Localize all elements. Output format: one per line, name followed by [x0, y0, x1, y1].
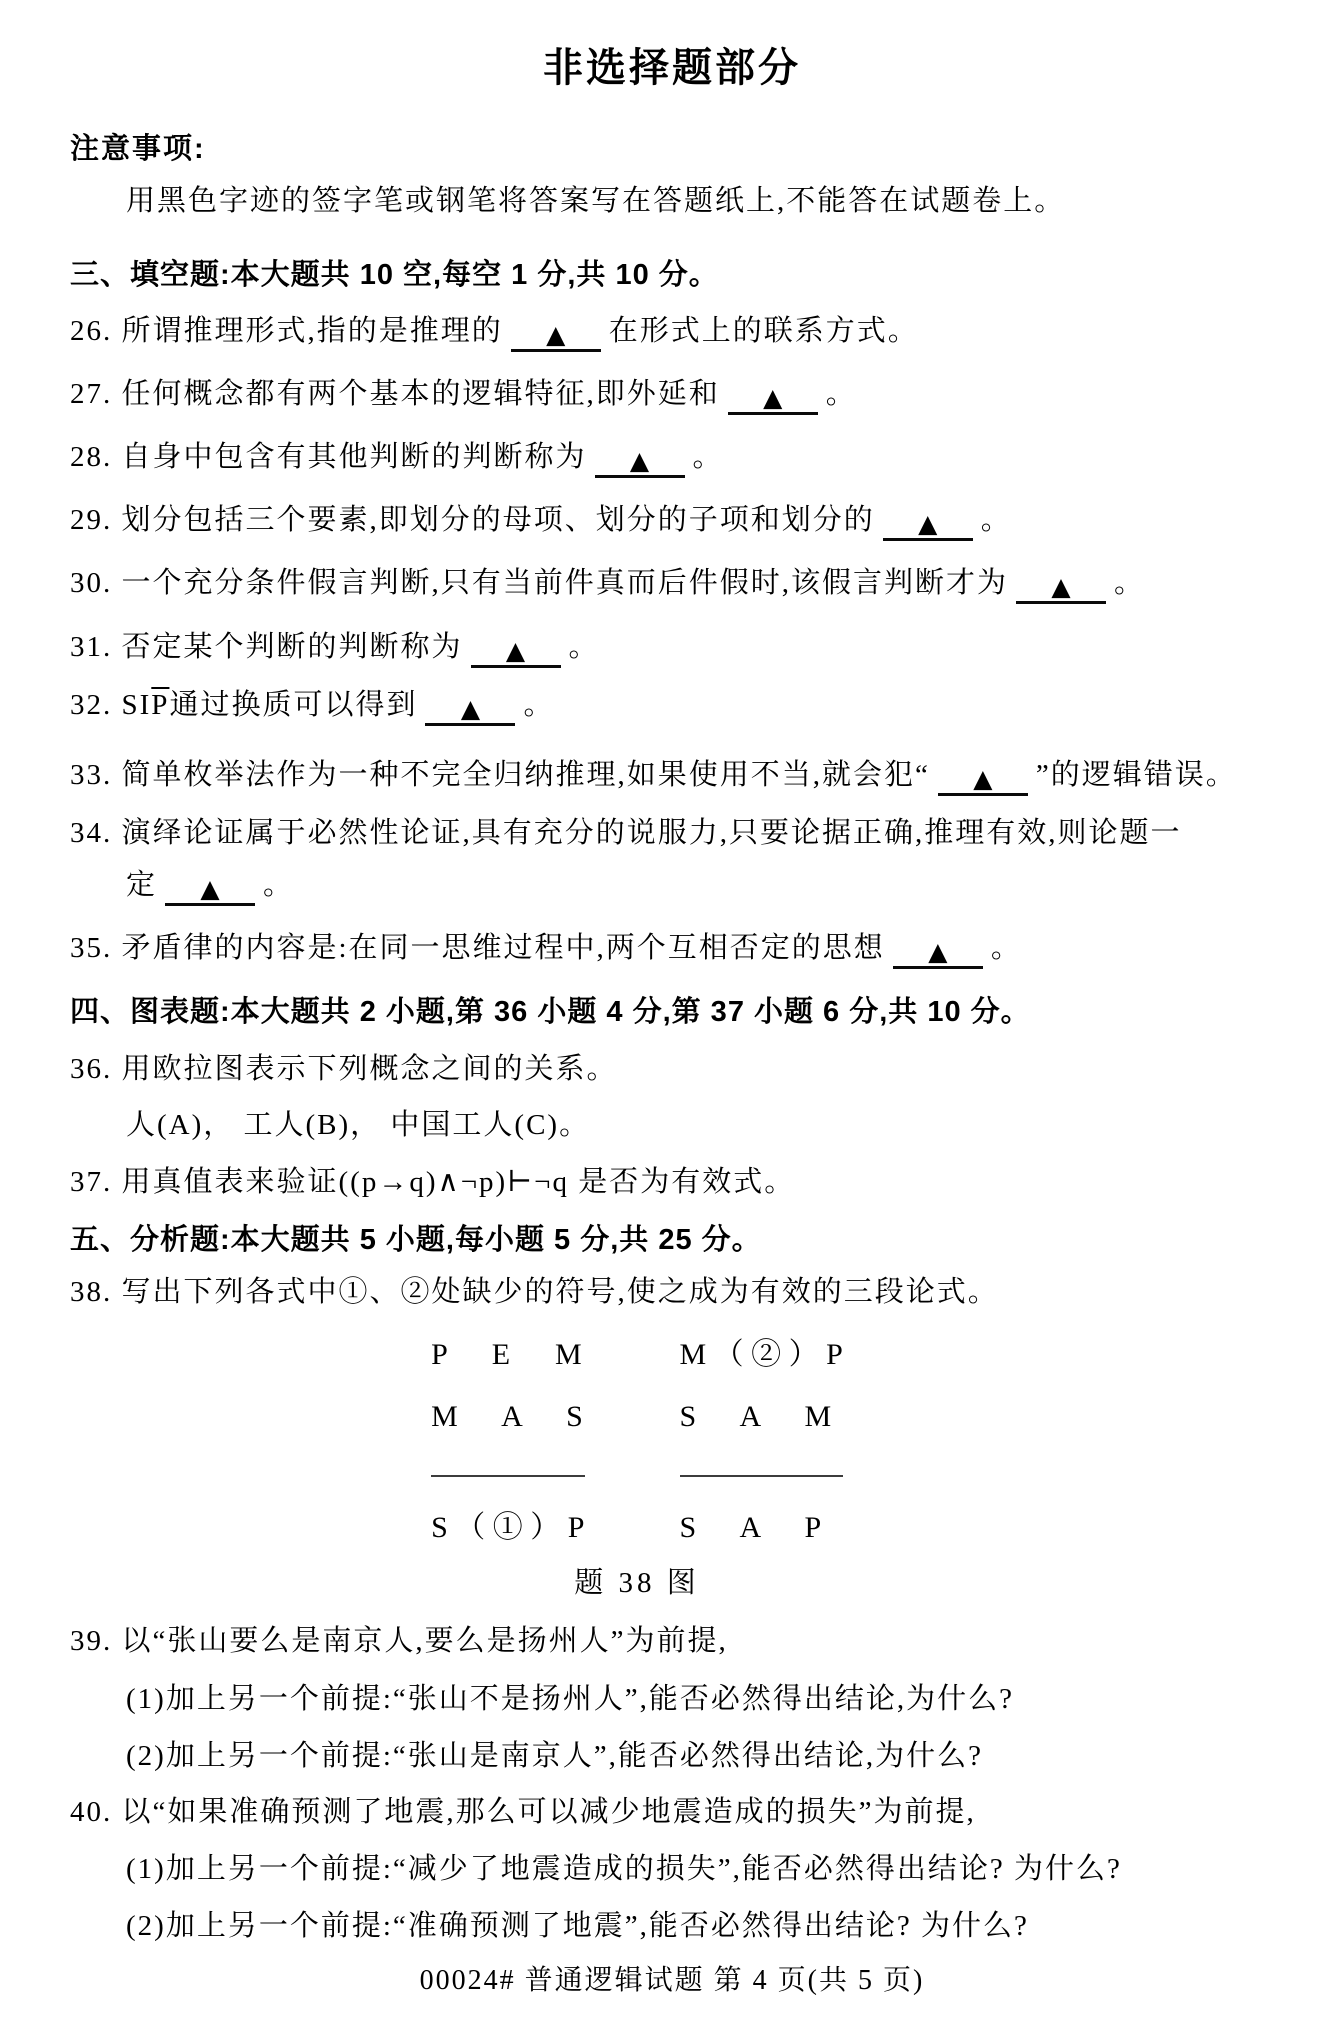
question-27-post: 。 — [825, 378, 857, 410]
triangle-marker: ▲ — [200, 874, 220, 903]
answer-blank — [893, 938, 983, 969]
triangle-marker: ▲ — [546, 320, 566, 349]
question-30-post: 。 — [1114, 567, 1146, 599]
question-32 — [70, 690, 1274, 726]
syllogism-figure — [35, 1340, 1239, 1543]
question-32-post: 。 — [523, 689, 555, 721]
syllogism-left-premise1: P E M — [431, 1338, 582, 1371]
inference-line — [680, 1475, 843, 1477]
answer-blank — [1016, 573, 1106, 604]
question-30-pre: 30. 一个充分条件假言判断,只有当前件真而后件假时,该假言判断才为 — [70, 567, 1009, 599]
question-40-sub2: (2)加上另一个前提:“准确预测了地震”,能否必然得出结论? 为什么? — [126, 1910, 1029, 1942]
question-37: 37. 用真值表来验证((p→q)∧¬p)⊢¬q 是否为有效式。 — [70, 1166, 796, 1198]
question-33-post: ”的逻辑错误。 — [1035, 759, 1237, 791]
question-34-line1: 34. 演绎论证属于必然性论证,具有充分的说服力,只要论据正确,推理有效,则论题一 — [70, 817, 1182, 849]
page-footer: 00024# 普通逻辑试题 第 4 页(共 5 页) — [419, 1965, 925, 1996]
answer-blank — [165, 875, 255, 906]
syllogism-right-conclusion: S A P — [679, 1511, 822, 1544]
answer-blank — [595, 447, 685, 478]
syllogism-left-conclusion: S （ ① ） P — [431, 1511, 585, 1544]
question-39-sub2: (2)加上另一个前提:“张山是南京人”,能否必然得出结论,为什么? — [126, 1740, 983, 1772]
syllogism-right-premise1: M （ ② ） P — [679, 1338, 843, 1371]
inference-line — [431, 1475, 584, 1477]
syllogism-right — [680, 1340, 843, 1543]
question-29-pre: 29. 划分包括三个要素,即划分的母项、划分的子项和划分的 — [70, 504, 875, 536]
question-33 — [70, 760, 1274, 796]
triangle-marker: ▲ — [629, 446, 650, 475]
question-40: 40. 以“如果准确预测了地震,那么可以减少地震造成的损失”为前提, — [70, 1796, 976, 1828]
question-28-post: 。 — [692, 441, 724, 473]
triangle-marker: ▲ — [1051, 572, 1071, 601]
section-5-heading: 五、分析题:本大题共 5 小题,每小题 5 分,共 25 分。 — [70, 1224, 762, 1256]
question-34-line2 — [126, 870, 1274, 906]
answer-blank — [511, 321, 601, 352]
question-27 — [70, 379, 1274, 415]
notice-label: 注意事项: — [70, 133, 206, 165]
triangle-marker: ▲ — [973, 764, 993, 793]
question-36: 36. 用欧拉图表示下列概念之间的关系。 — [70, 1053, 618, 1085]
answer-blank — [883, 510, 973, 541]
question-39-sub1: (1)加上另一个前提:“张山不是扬州人”,能否必然得出结论,为什么? — [126, 1683, 1014, 1715]
question-32-mid: 通过换质可以得到 — [169, 689, 418, 721]
question-33-pre: 33. 简单枚举法作为一种不完全归纳推理,如果使用不当,就会犯“ — [70, 759, 930, 791]
question-40-sub1: (1)加上另一个前提:“减少了地震造成的损失”,能否必然得出结论? 为什么? — [126, 1853, 1122, 1885]
question-30 — [70, 568, 1274, 604]
question-35-pre: 35. 矛盾律的内容是:在同一思维过程中,两个互相否定的思想 — [70, 932, 885, 964]
triangle-marker: ▲ — [918, 509, 938, 538]
question-26-post: 在形式上的联系方式。 — [608, 315, 919, 347]
question-36-concepts: 人(A)， 工人(B)， 中国工人(C)。 — [126, 1109, 591, 1141]
figure-38-caption: 题 38 图 — [574, 1567, 700, 1599]
question-39: 39. 以“张山要么是南京人,要么是扬州人”为前提, — [70, 1625, 728, 1657]
question-27-pre: 27. 任何概念都有两个基本的逻辑特征,即外延和 — [70, 378, 720, 410]
question-31-pre: 31. 否定某个判断的判断称为 — [70, 631, 463, 663]
question-35 — [70, 933, 1274, 969]
question-32-pre: 32. SI — [70, 689, 152, 721]
section-4-heading: 四、图表题:本大题共 2 小题,第 36 小题 4 分,第 37 小题 6 分,共 10 分。 — [70, 996, 1031, 1028]
question-26-pre: 26. 所谓推理形式,指的是推理的 — [70, 315, 503, 347]
triangle-marker: ▲ — [763, 383, 783, 412]
triangle-marker: ▲ — [460, 694, 481, 723]
syllogism-left-premise2: M A S — [431, 1400, 583, 1433]
answer-blank — [728, 384, 818, 415]
notice-text: 用黑色字迹的签字笔或钢笔将答案写在答题纸上,不能答在试题卷上。 — [126, 185, 1066, 217]
question-28-pre: 28. 自身中包含有其他判断的判断称为 — [70, 441, 587, 473]
question-28 — [70, 442, 1274, 478]
answer-blank — [938, 765, 1028, 796]
question-34-line2-pre: 定 — [126, 869, 158, 901]
question-31 — [70, 632, 1274, 668]
page-title: 非选择题部分 — [543, 46, 801, 90]
question-32-p-overline: $\overline{P}$ — [151, 689, 170, 721]
question-29 — [70, 505, 1274, 541]
triangle-marker: ▲ — [928, 937, 948, 966]
triangle-marker: ▲ — [505, 636, 526, 665]
syllogism-left — [431, 1340, 584, 1543]
question-38: 38. 写出下列各式中①、②处缺少的符号,使之成为有效的三段论式。 — [70, 1276, 999, 1308]
answer-blank — [425, 695, 515, 726]
section-3-heading: 三、填空题:本大题共 10 空,每空 1 分,共 10 分。 — [70, 259, 719, 291]
syllogism-right-premise2: S A M — [679, 1400, 832, 1433]
question-35-post: 。 — [990, 932, 1022, 964]
answer-blank — [471, 637, 561, 668]
question-29-post: 。 — [980, 504, 1012, 536]
question-34-post: 。 — [263, 869, 295, 901]
question-31-post: 。 — [568, 631, 600, 663]
question-26 — [70, 316, 1274, 352]
